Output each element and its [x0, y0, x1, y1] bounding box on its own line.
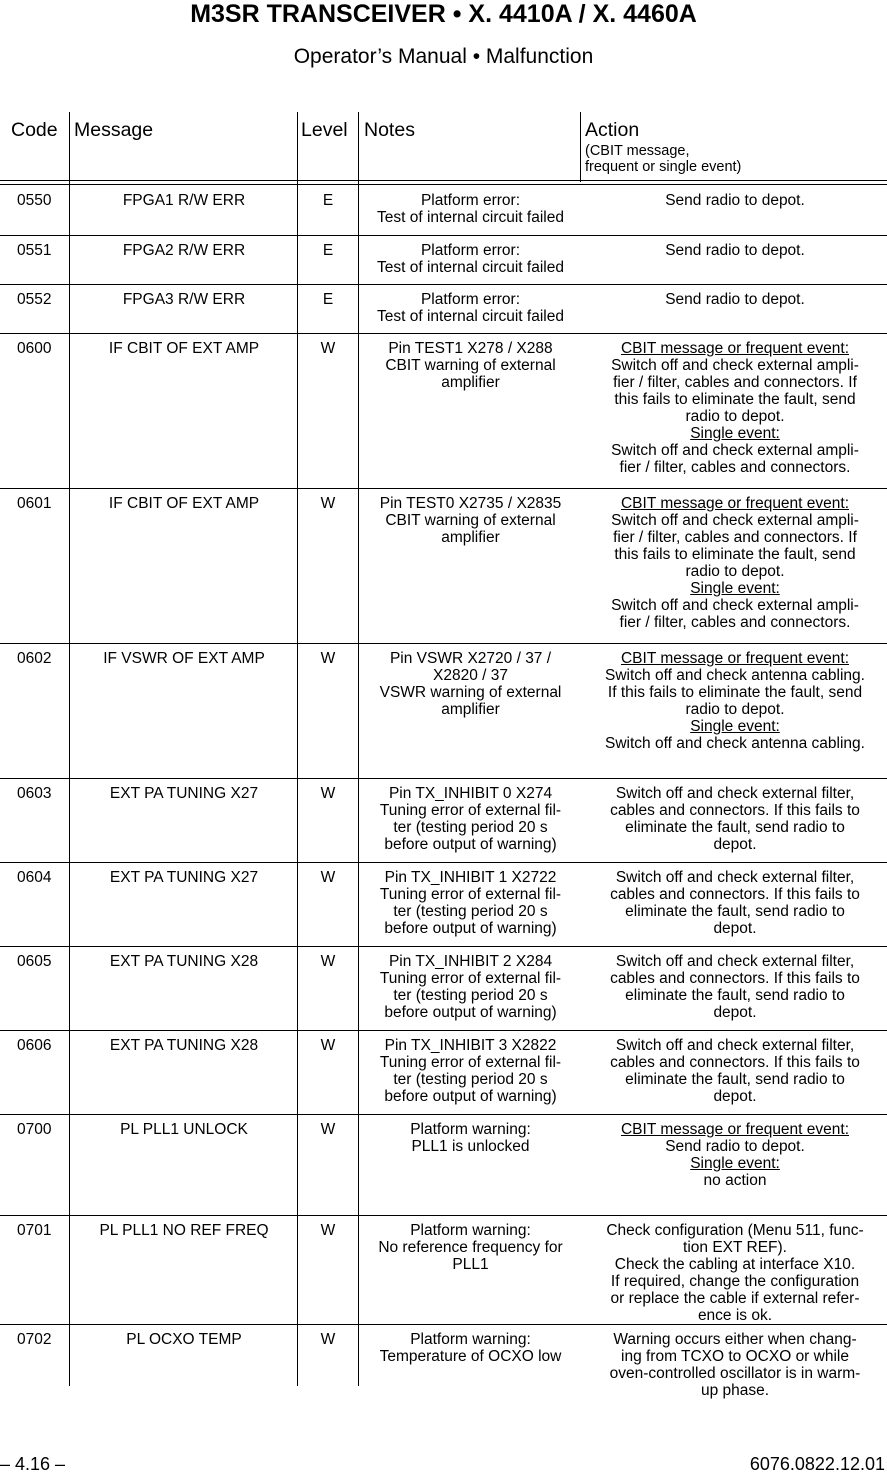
cell-level: W	[320, 952, 336, 970]
action-line: Check the cabling at interface X10.	[614, 1255, 856, 1273]
action-line: eliminate the fault, send radio to	[625, 986, 845, 1004]
table-row	[0, 1215, 887, 1324]
column-header-action: Action	[585, 119, 640, 141]
action-line: cables and connectors. If this fails to	[610, 1053, 860, 1071]
notes-line: Platform error:	[420, 241, 521, 259]
cell-code	[0, 333, 70, 488]
action-line: fier / filter, cables and connectors. If	[613, 373, 857, 391]
notes-line: Tuning error of external fil-	[379, 969, 562, 987]
action-line: Switch off and check external ampli-	[611, 441, 859, 459]
cell-notes	[358, 778, 583, 862]
cell-message: EXT PA TUNING X28	[109, 952, 259, 970]
action-line: Check configuration (Menu 511, func-	[606, 1221, 864, 1239]
notes-line: before output of warning)	[384, 1003, 557, 1021]
notes-line: amplifier	[441, 528, 500, 546]
cell-level: W	[320, 649, 336, 667]
cell-action	[583, 778, 887, 862]
code-value: 0700	[17, 1120, 52, 1138]
notes-line: Platform warning:	[410, 1120, 531, 1138]
action-line: ing from TCXO to OCXO or while	[621, 1347, 849, 1365]
cell-message: FPGA1 R/W ERR	[122, 192, 246, 209]
cell-action	[583, 1324, 887, 1410]
cell-level: W	[320, 494, 336, 512]
notes-line: amplifier	[441, 373, 500, 391]
action-line: Switch off and check external filter,	[615, 952, 855, 970]
table-row	[0, 1114, 887, 1215]
action-line: Switch off and check external filter,	[615, 1036, 855, 1054]
action-line: this fails to eliminate the fault, send	[614, 390, 856, 408]
notes-line: Test of internal circuit failed	[377, 307, 564, 325]
action-line: depot.	[713, 1003, 757, 1021]
notes-line: Platform warning:	[410, 1221, 531, 1239]
malfunction-table	[0, 186, 887, 1410]
action-line: Send radio to depot.	[665, 241, 805, 259]
action-heading: Single event:	[690, 717, 780, 735]
notes-line: Platform warning:	[410, 1330, 531, 1348]
cell-level: W	[320, 339, 336, 357]
header-rule-top	[0, 180, 887, 181]
action-line: Switch off and check external ampli-	[611, 596, 859, 614]
action-heading: CBIT message or frequent event:	[620, 339, 850, 357]
notes-line: VSWR warning of external	[379, 683, 562, 701]
action-line: Switch off and check external filter,	[615, 868, 855, 886]
column-header-code: Code	[11, 119, 58, 141]
cell-code	[0, 488, 70, 643]
notes-line: PLL1 is unlocked	[411, 1137, 530, 1155]
cell-message: IF CBIT OF EXT AMP	[108, 339, 260, 357]
cell-notes	[358, 1114, 583, 1215]
notes-line: Tuning error of external fil-	[379, 801, 562, 819]
column-divider	[580, 112, 581, 182]
action-line: cables and connectors. If this fails to	[610, 885, 860, 903]
notes-line: Tuning error of external fil-	[379, 1053, 562, 1071]
notes-line: before output of warning)	[384, 919, 557, 937]
action-line: no action	[703, 1171, 767, 1189]
cell-notes	[358, 1215, 583, 1324]
cell-code	[0, 284, 70, 333]
cell-code	[0, 1114, 70, 1215]
action-line: radio to depot.	[685, 562, 785, 580]
notes-line: PLL1	[452, 1255, 489, 1273]
action-heading: CBIT message or frequent event:	[620, 494, 850, 512]
code-value: 0601	[17, 494, 52, 512]
notes-line: Test of internal circuit failed	[377, 258, 564, 276]
notes-line: Pin TX_INHIBIT 3 X2822	[384, 1036, 557, 1054]
notes-line: No reference frequency for	[378, 1238, 563, 1256]
document-subtitle: Operator’s Manual • Malfunction	[293, 45, 594, 68]
cell-message: PL PLL1 NO REF FREQ	[99, 1221, 269, 1239]
cell-message: IF CBIT OF EXT AMP	[108, 494, 260, 512]
code-value: 0600	[17, 339, 52, 357]
notes-line: Platform error:	[420, 192, 521, 209]
table-row	[0, 1030, 887, 1114]
table-row	[0, 284, 887, 333]
action-line: Switch off and check external ampli-	[611, 356, 859, 374]
table-row	[0, 778, 887, 862]
action-line: eliminate the fault, send radio to	[625, 902, 845, 920]
column-header-level: Level	[301, 119, 348, 141]
table-row	[0, 862, 887, 946]
cell-code	[0, 946, 70, 1030]
document-title: M3SR TRANSCEIVER • X. 4410A / X. 4460A	[190, 0, 697, 28]
code-value: 0605	[17, 952, 52, 970]
action-line: Send radio to depot.	[665, 1137, 805, 1155]
table-row	[0, 235, 887, 284]
notes-line: CBIT warning of external	[385, 356, 556, 374]
cell-action	[583, 284, 887, 333]
notes-line: Test of internal circuit failed	[377, 209, 564, 226]
cell-level: W	[320, 1221, 336, 1239]
header-rule-bottom	[0, 184, 887, 185]
cell-action	[583, 1114, 887, 1215]
action-line: If required, change the configuration	[610, 1272, 860, 1290]
notes-line: Pin TX_INHIBIT 1 X2722	[384, 868, 557, 886]
cell-notes	[358, 1324, 583, 1410]
code-value: 0701	[17, 1221, 52, 1239]
cell-message: EXT PA TUNING X27	[109, 784, 259, 802]
cell-action	[583, 235, 887, 284]
action-line: cables and connectors. If this fails to	[610, 801, 860, 819]
cell-message: FPGA2 R/W ERR	[122, 241, 246, 259]
action-line: depot.	[713, 835, 757, 853]
action-line: fier / filter, cables and connectors.	[619, 458, 851, 476]
code-value: 0552	[17, 290, 52, 308]
cell-level: W	[320, 868, 336, 886]
cell-action	[583, 488, 887, 643]
notes-line: ter (testing period 20 s	[393, 818, 548, 836]
page-number: – 4.16 –	[0, 1454, 66, 1474]
notes-line: X2820 / 37	[433, 666, 508, 684]
notes-line: Pin TEST1 X278 / X288	[388, 339, 553, 357]
action-line: depot.	[713, 919, 757, 937]
cell-notes	[358, 235, 583, 284]
action-line: eliminate the fault, send radio to	[625, 818, 845, 836]
code-value: 0550	[17, 192, 52, 209]
code-value: 0604	[17, 868, 52, 886]
action-line: ence is ok.	[697, 1306, 773, 1324]
code-value: 0602	[17, 649, 52, 667]
cell-notes	[358, 643, 583, 778]
notes-line: before output of warning)	[384, 835, 557, 853]
notes-line: Tuning error of external fil-	[379, 885, 562, 903]
notes-line: ter (testing period 20 s	[393, 986, 548, 1004]
cell-action	[583, 1030, 887, 1114]
notes-line: Pin VSWR X2720 / 37 /	[389, 649, 552, 667]
action-line: Send radio to depot.	[665, 192, 805, 209]
cell-level: E	[322, 241, 334, 259]
action-line: Switch off and check external filter,	[615, 784, 855, 802]
cell-message: PL PLL1 UNLOCK	[120, 1120, 248, 1138]
cell-notes	[358, 1030, 583, 1114]
cell-action	[583, 946, 887, 1030]
cell-message: IF VSWR OF EXT AMP	[103, 649, 265, 667]
cell-action	[583, 862, 887, 946]
notes-line: Pin TX_INHIBIT 0 X274	[388, 784, 553, 802]
column-header-action-note: (CBIT message, frequent or single event)	[585, 143, 742, 175]
action-heading: Single event:	[690, 579, 780, 597]
action-line: Switch off and check antenna cabling.	[605, 666, 865, 684]
notes-line: Platform error:	[420, 290, 521, 308]
cell-notes	[358, 488, 583, 643]
cell-message: PL OCXO TEMP	[126, 1330, 242, 1348]
action-line: or replace the cable if external refer-	[610, 1289, 860, 1307]
notes-line: ter (testing period 20 s	[393, 902, 548, 920]
cell-action	[583, 1215, 887, 1324]
notes-line: CBIT warning of external	[385, 511, 556, 529]
cell-code	[0, 235, 70, 284]
action-line: Switch off and check antenna cabling.	[605, 734, 865, 752]
code-value: 0551	[17, 241, 52, 259]
cell-code	[0, 1030, 70, 1114]
action-heading: Single event:	[690, 1154, 780, 1172]
notes-line: amplifier	[441, 700, 500, 718]
cell-notes	[358, 186, 583, 235]
notes-line: Pin TEST0 X2735 / X2835	[379, 494, 562, 512]
notes-line: Pin TX_INHIBIT 2 X284	[388, 952, 553, 970]
cell-message: FPGA3 R/W ERR	[122, 290, 246, 308]
cell-notes	[358, 862, 583, 946]
cell-level: E	[322, 192, 334, 209]
cell-message: EXT PA TUNING X27	[109, 868, 259, 886]
action-line: tion EXT REF).	[683, 1238, 787, 1256]
code-value: 0603	[17, 784, 52, 802]
action-line: cables and connectors. If this fails to	[610, 969, 860, 987]
cell-code	[0, 1324, 70, 1410]
action-line: eliminate the fault, send radio to	[625, 1070, 845, 1088]
notes-line: before output of warning)	[384, 1087, 557, 1105]
cell-code	[0, 778, 70, 862]
action-line: fier / filter, cables and connectors.	[619, 613, 851, 631]
cell-level: W	[320, 1036, 336, 1054]
table-row	[0, 1324, 887, 1410]
action-line: Warning occurs either when chang-	[613, 1330, 857, 1348]
table-row	[0, 643, 887, 778]
cell-code	[0, 1215, 70, 1324]
cell-action	[583, 186, 887, 235]
cell-code	[0, 862, 70, 946]
cell-code	[0, 186, 70, 235]
table-row	[0, 946, 887, 1030]
action-line: up phase.	[700, 1381, 770, 1399]
cell-code	[0, 643, 70, 778]
action-line: depot.	[713, 1087, 757, 1105]
cell-action	[583, 643, 887, 778]
table-header	[0, 118, 887, 182]
notes-line: ter (testing period 20 s	[393, 1070, 548, 1088]
action-line: Switch off and check external ampli-	[611, 511, 859, 529]
action-line: oven-controlled oscillator is in warm-	[609, 1364, 861, 1382]
action-heading: CBIT message or frequent event:	[620, 1120, 850, 1138]
table-row	[0, 333, 887, 488]
action-line: Send radio to depot.	[665, 290, 805, 308]
notes-line: Temperature of OCXO low	[379, 1347, 562, 1365]
cell-level: W	[320, 1120, 336, 1138]
cell-level: W	[320, 1330, 336, 1348]
action-heading: Single event:	[690, 424, 780, 442]
action-line: radio to depot.	[685, 700, 785, 718]
cell-action	[583, 333, 887, 488]
cell-message: EXT PA TUNING X28	[109, 1036, 259, 1054]
cell-notes	[358, 284, 583, 333]
code-value: 0606	[17, 1036, 52, 1054]
action-heading: CBIT message or frequent event:	[620, 649, 850, 667]
cell-notes	[358, 333, 583, 488]
action-line: If this fails to eliminate the fault, send	[607, 683, 863, 701]
action-line: fier / filter, cables and connectors. If	[613, 528, 857, 546]
cell-notes	[358, 946, 583, 1030]
action-line: this fails to eliminate the fault, send	[614, 545, 856, 563]
action-line: radio to depot.	[685, 407, 785, 425]
column-header-notes: Notes	[364, 119, 415, 141]
document-number: 6076.0822.12.01	[749, 1454, 885, 1474]
column-header-message: Message	[74, 119, 154, 141]
code-value: 0702	[17, 1330, 52, 1348]
table-row	[0, 186, 887, 235]
cell-level: E	[322, 290, 334, 308]
cell-level: W	[320, 784, 336, 802]
table-row	[0, 488, 887, 643]
